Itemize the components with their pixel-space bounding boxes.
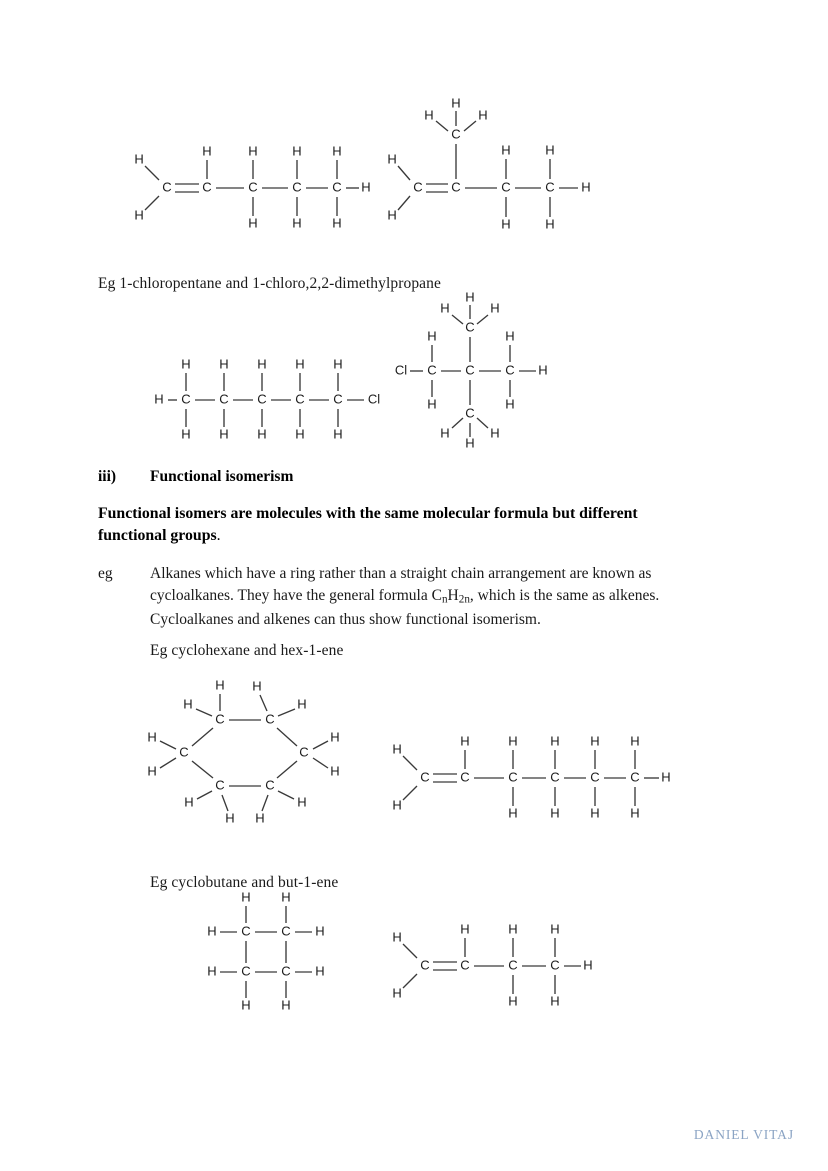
atom-hydrogen: H [292,143,302,159]
atom-carbon: C [465,405,475,421]
atom-hydrogen: H [550,733,560,749]
atom-chlorine: Cl [394,362,408,378]
definition-statement [98,503,698,548]
atom-carbon: C [181,391,191,407]
atom-hydrogen: H [330,763,340,779]
atom-carbon: C [241,963,251,979]
atom-carbon: C [281,923,291,939]
atom-chlorine: Cl [367,391,381,407]
atom-hydrogen: H [581,179,591,195]
atom-carbon: C [427,362,437,378]
atom-hydrogen: H [490,300,500,316]
atom-hydrogen: H [202,143,212,159]
atom-hydrogen: H [257,356,267,372]
atom-carbon: C [215,777,225,793]
atom-carbon: C [420,957,430,973]
atom-hydrogen: H [332,143,342,159]
atom-carbon: C [215,711,225,727]
atom-hydrogen: H [501,216,511,232]
atom-hydrogen: H [505,328,515,344]
heading-title: Functional isomerism [150,468,294,485]
atom-hydrogen: H [255,810,265,826]
atom-hydrogen: H [440,425,450,441]
atom-carbon: C [202,179,212,195]
subscript-n: n [441,593,448,606]
atom-hydrogen: H [292,215,302,231]
atom-carbon: C [550,769,560,785]
heading-numeral: iii) [98,468,117,485]
atom-hydrogen: H [297,696,307,712]
caption-cyclobutane-example: Eg cyclobutane and but-1-ene [150,874,339,891]
atom-carbon: C [265,711,275,727]
atom-hydrogen: H [545,216,555,232]
atom-hydrogen: H [147,729,157,745]
atom-hydrogen: H [134,207,144,223]
molecule-1-chloropentane [148,353,381,448]
atom-carbon: C [590,769,600,785]
atom-hydrogen: H [147,763,157,779]
definition-period: . [216,527,221,545]
atom-carbon: C [241,923,251,939]
atom-carbon: C [451,126,461,142]
atom-carbon: C [465,319,475,335]
atom-carbon: C [333,391,343,407]
atom-hydrogen: H [392,929,402,945]
atom-hydrogen: H [427,328,437,344]
atom-hydrogen: H [478,107,488,123]
atom-carbon: C [332,179,342,195]
atom-hydrogen: H [460,733,470,749]
atom-hydrogen: H [590,733,600,749]
atom-carbon: C [505,362,515,378]
atom-carbon: C [179,744,189,760]
molecule-pent-1-ene [134,138,371,238]
atom-hydrogen: H [505,396,515,412]
atom-carbon: C [545,179,555,195]
eg-line-2a: cycloalkanes. They have the general formula C [150,587,442,605]
atom-hydrogen: H [225,810,235,826]
caption-chloropentane-example: Eg 1-chloropentane and 1-chloro,2,2-dimethylpropane [98,275,441,292]
atom-hydrogen: H [281,997,291,1013]
atom-hydrogen: H [538,362,548,378]
atom-carbon: C [257,391,267,407]
atom-hydrogen: H [387,151,397,167]
definition-text: Functional isomers are molecules with the same molecular formula but different functional groups [98,505,638,545]
atom-hydrogen: H [392,797,402,813]
atom-carbon: C [248,179,258,195]
atom-hydrogen: H [181,356,191,372]
atom-hydrogen: H [248,143,258,159]
eg-line-2b: H [447,587,459,605]
atom-hydrogen: H [315,963,325,979]
molecule-1-chloro-2-2-dimethylpropane [394,289,552,451]
atom-carbon: C [292,179,302,195]
atom-hydrogen: H [550,921,560,937]
atom-hydrogen: H [508,733,518,749]
atom-hydrogen: H [154,391,164,407]
atom-hydrogen: H [181,426,191,442]
atom-carbon: C [295,391,305,407]
atom-hydrogen: H [583,957,593,973]
atom-hydrogen: H [219,356,229,372]
atom-hydrogen: H [451,95,461,111]
atom-hydrogen: H [134,151,144,167]
atom-hydrogen: H [257,426,267,442]
atom-carbon: C [550,957,560,973]
atom-carbon: C [219,391,229,407]
atom-carbon: C [451,179,461,195]
atom-hydrogen: H [241,997,251,1013]
atom-hydrogen: H [440,300,450,316]
atom-hydrogen: H [281,889,291,905]
atom-hydrogen: H [427,396,437,412]
atom-hydrogen: H [550,805,560,821]
atom-carbon: C [299,744,309,760]
atom-hydrogen: H [508,921,518,937]
atom-hydrogen: H [252,678,262,694]
atom-hydrogen: H [465,289,475,305]
atom-hydrogen: H [590,805,600,821]
atom-hydrogen: H [630,805,640,821]
caption-cyclohexane-example: Eg cyclohexane and hex-1-ene [150,642,344,659]
atom-carbon: C [465,362,475,378]
atom-hydrogen: H [508,805,518,821]
atom-hydrogen: H [297,794,307,810]
atom-hydrogen: H [332,215,342,231]
atom-carbon: C [501,179,511,195]
atom-carbon: C [508,957,518,973]
atom-hydrogen: H [630,733,640,749]
atom-hydrogen: H [184,794,194,810]
atom-hydrogen: H [465,435,475,451]
watermark: DANIEL VITAJ [693,1127,794,1142]
atom-hydrogen: H [295,426,305,442]
atom-hydrogen: H [315,923,325,939]
molecule-hex-1-ene [392,728,671,828]
atom-hydrogen: H [241,889,251,905]
eg-line-1: Alkanes which have a ring rather than a straight chain arrangement are known as [150,565,652,582]
molecule-but-1-ene [392,918,593,1013]
atom-hydrogen: H [392,985,402,1001]
atom-hydrogen: H [501,142,511,158]
atom-hydrogen: H [248,215,258,231]
atom-carbon: C [420,769,430,785]
atom-carbon: C [508,769,518,785]
atom-hydrogen: H [490,425,500,441]
atom-hydrogen: H [207,963,217,979]
atom-hydrogen: H [183,696,193,712]
atom-hydrogen: H [330,729,340,745]
atom-hydrogen: H [215,677,225,693]
atom-hydrogen: H [545,142,555,158]
atom-hydrogen: H [661,769,671,785]
molecule-2-methylbut-1-ene [387,95,598,238]
molecule-cyclohexane [147,677,340,828]
eg-body [150,563,718,631]
atom-hydrogen: H [392,741,402,757]
example-paragraph [98,563,718,631]
atom-carbon: C [281,963,291,979]
eg-line-2c: , which is the same as alkenes. [469,587,660,605]
atom-hydrogen: H [207,923,217,939]
atom-hydrogen: H [333,426,343,442]
atom-hydrogen: H [361,179,371,195]
atom-carbon: C [460,957,470,973]
atom-hydrogen: H [295,356,305,372]
atom-hydrogen: H [387,207,397,223]
atom-carbon: C [413,179,423,195]
eg-label: eg [98,565,113,582]
atom-hydrogen: H [550,993,560,1009]
atom-carbon: C [162,179,172,195]
eg-line-3: Cycloalkanes and alkenes can thus show functional isomerism. [150,610,541,628]
subscript-2n: 2n [458,593,470,606]
atom-hydrogen: H [424,107,434,123]
atom-hydrogen: H [219,426,229,442]
atom-hydrogen: H [460,921,470,937]
atom-carbon: C [630,769,640,785]
section-heading [98,468,293,486]
atom-hydrogen: H [508,993,518,1009]
atom-carbon: C [460,769,470,785]
molecule-cyclobutane [198,889,338,1013]
atom-carbon: C [265,777,275,793]
atom-hydrogen: H [333,356,343,372]
